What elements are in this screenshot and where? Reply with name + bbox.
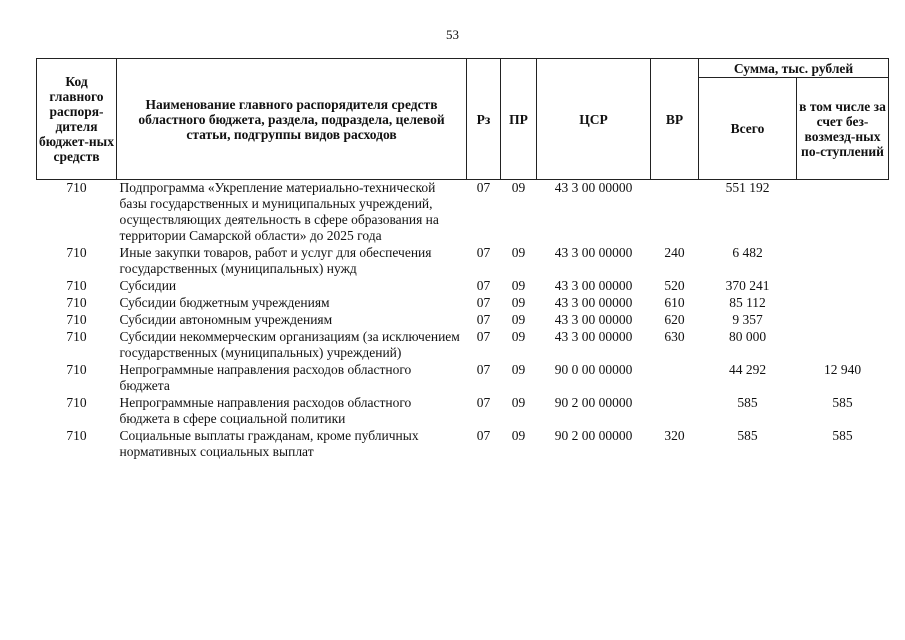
cell-code: 710 [66,362,87,377]
header-pr: ПР [501,59,537,180]
table-row [37,180,889,246]
cell-code: 710 [66,395,87,410]
cell-vr: 630 [664,329,685,344]
table-row [37,329,889,362]
cell-pr: 09 [511,312,526,327]
cell-gratuitous [797,278,889,295]
cell-csr: 90 2 00 00000 [554,395,633,410]
table-row [37,362,889,395]
cell-gratuitous: 12 940 [823,362,862,377]
cell-rz: 07 [476,312,491,327]
cell-vr: 610 [664,295,685,310]
cell-code: 710 [66,245,87,260]
cell-pr: 09 [511,428,526,443]
page-number: 53 [446,27,459,42]
cell-total: 9 357 [732,312,763,327]
cell-gratuitous [797,312,889,329]
cell-total: 370 241 [725,278,770,293]
cell-gratuitous [797,295,889,312]
cell-rz: 07 [476,362,491,377]
table-row [37,245,889,278]
cell-pr: 09 [511,278,526,293]
cell-code: 710 [66,180,87,195]
cell-vr [651,180,699,246]
cell-csr: 43 3 00 00000 [554,329,633,344]
cell-code: 710 [66,312,87,327]
cell-gratuitous: 585 [832,395,853,410]
table-row [37,428,889,461]
cell-gratuitous [797,245,889,278]
cell-name: Непрограммные направления расходов областного бюджета [119,362,412,393]
table-row [37,278,889,295]
cell-code: 710 [66,295,87,310]
cell-gratuitous [797,180,889,246]
header-csr: ЦСР [537,59,651,180]
cell-rz: 07 [476,278,491,293]
table-header-row [37,59,889,78]
cell-name: Субсидии автономным учреждениям [119,312,333,327]
header-gratuitous: в том числе за счет без-возмезд-ных по-ступлений [797,78,889,180]
cell-pr: 09 [511,245,526,260]
cell-rz: 07 [476,329,491,344]
cell-rz: 07 [476,245,491,260]
cell-name: Подпрограмма «Укрепление материально-технической базы государственных и муниципальных учреждений, осуществляющих деятельность в сфере образования на территории Самарской области» до 2025 года [119,180,439,243]
cell-name: Субсидии некоммерческим организациям (за исключением государственных (муниципальных) учреждений) [119,329,460,360]
cell-rz: 07 [476,395,491,410]
cell-gratuitous: 585 [832,428,853,443]
cell-rz: 07 [476,295,491,310]
table-row [37,395,889,428]
cell-vr: 320 [664,428,685,443]
budget-table [36,58,889,461]
cell-rz: 07 [476,180,491,195]
cell-total: 551 192 [725,180,770,195]
cell-total: 80 000 [728,329,767,344]
cell-name: Субсидии [119,278,177,293]
header-total: Всего [699,78,797,180]
cell-vr: 620 [664,312,685,327]
cell-name: Непрограммные направления расходов областного бюджета в сфере социальной политики [119,395,412,426]
cell-gratuitous [797,329,889,362]
cell-csr: 90 0 00 00000 [554,362,633,377]
cell-code: 710 [66,428,87,443]
cell-total: 585 [737,395,758,410]
header-sum: Сумма, тыс. рублей [699,59,889,78]
cell-pr: 09 [511,180,526,195]
cell-pr: 09 [511,329,526,344]
cell-code: 710 [66,329,87,344]
cell-name: Иные закупки товаров, работ и услуг для обеспечения государственных (муниципальных) нужд [119,245,432,276]
table-row [37,312,889,329]
cell-total: 585 [737,428,758,443]
cell-vr: 520 [664,278,685,293]
cell-pr: 09 [511,295,526,310]
cell-name: Социальные выплаты гражданам, кроме публичных нормативных социальных выплат [119,428,419,459]
cell-pr: 09 [511,395,526,410]
cell-code: 710 [66,278,87,293]
header-rz: Рз [467,59,501,180]
cell-total: 44 292 [728,362,767,377]
cell-csr: 43 3 00 00000 [554,312,633,327]
cell-vr: 240 [664,245,685,260]
cell-pr: 09 [511,362,526,377]
cell-csr: 43 3 00 00000 [554,295,633,310]
header-vr: ВР [651,59,699,180]
header-name: Наименование главного распорядителя средств областного бюджета, раздела, подраздела, целевой статьи, подгруппы видов расходов [117,59,467,180]
cell-csr: 43 3 00 00000 [554,278,633,293]
cell-total: 6 482 [732,245,763,260]
cell-rz: 07 [476,428,491,443]
cell-csr: 43 3 00 00000 [554,245,633,260]
cell-vr [651,362,699,395]
cell-total: 85 112 [729,295,766,310]
cell-csr: 90 2 00 00000 [554,428,633,443]
cell-vr [651,395,699,428]
table-row [37,295,889,312]
header-code: Код главного распоря-дителя бюджет-ных средств [37,59,117,180]
cell-csr: 43 3 00 00000 [554,180,633,195]
cell-name: Субсидии бюджетным учреждениям [119,295,330,310]
